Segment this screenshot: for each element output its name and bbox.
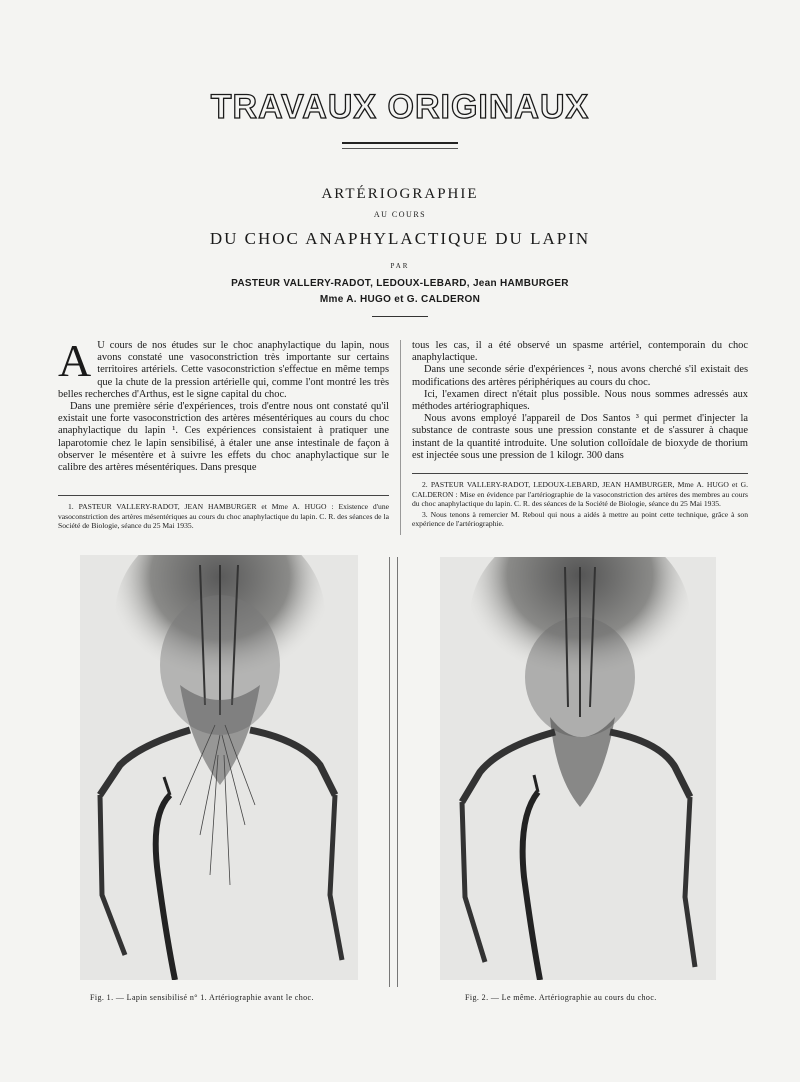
footnotes-right bbox=[412, 480, 748, 530]
footnote: 2. PASTEUR VALLERY-RADOT, LEDOUX-LEBARD, JEAN HAMBURGER, Mme A. HUGO et G. CALDERON : Mise en évidence par l'artériographie de la vasoconstriction des artères des membres au cours du choc anaphylactique du lapin. C. R. des séances de la Société de Biologie, séance du 25 Mai 1935. bbox=[412, 480, 748, 509]
column-divider bbox=[400, 340, 401, 535]
section-header: TRAVAUX ORIGINAUX bbox=[210, 88, 590, 126]
figure-1-radiograph bbox=[80, 555, 358, 980]
paragraph: U cours de nos études sur le choc anaphylactique du lapin, nous avons constaté une vasoconstriction très importante sur certains territoires artériels. Cette vasoconstriction s'effectue en même temps que la chute de la pression artérielle qui, comme l'ont montré les très belles recherches d'Arthus, est le signe capital du choc. bbox=[58, 340, 389, 400]
footnote-rule bbox=[58, 495, 389, 496]
figure-2-caption: Fig. 2. — Le même. Artériographie au cours du choc. bbox=[465, 993, 657, 1002]
figure-divider bbox=[397, 557, 398, 987]
paragraph: Nous avons employé l'appareil de Dos Santos ³ qui permet d'injecter la substance de contraste sous une pression constante et de s'assurer à chaque instant de la quantité introduite. Une solution colloïdale de bioxyde de thorium est injectée sous une pression de 1 kilogr. 300 dans bbox=[412, 413, 748, 461]
footnote: 1. PASTEUR VALLERY-RADOT, JEAN HAMBURGER et Mme A. HUGO : Existence d'une vasoconstriction des artères mésentériques au cours du choc anaphylactique du lapin. C. R. des séances de la Société de Biologie, séance du 25 Mai 1935. bbox=[58, 502, 389, 531]
footnote: 3. Nous tenons à remercier M. Reboul qui nous a aidés à mettre au point cette technique, grâce à son expérience de l'artériographie. bbox=[412, 509, 748, 529]
footnotes-left bbox=[58, 502, 389, 532]
body-column-left bbox=[58, 340, 389, 490]
figure-2-radiograph bbox=[440, 557, 716, 980]
byline-par: PAR bbox=[390, 262, 410, 270]
radiograph-image bbox=[440, 557, 716, 980]
body-column-right bbox=[412, 340, 748, 468]
paragraph: Dans une première série d'expériences, trois d'entre nous ont constaté qu'il existait une forte vasoconstriction des artères mésentériques au cours du choc anaphylactique du lapin ¹. Ces expériences consistaient à pratiquer une laparotomie chez le lapin sensibilisé, à étaler une anse intestinale de façon à observer le mésentère et à suivre les effets du choc anaphylactique sur le calibre des artères mésentériques. Dans presque bbox=[58, 401, 389, 474]
authors-line1: PASTEUR VALLERY-RADOT, LEDOUX-LEBARD, Jean HAMBURGER bbox=[231, 278, 569, 289]
article-title-line1: ARTÉRIOGRAPHIE bbox=[321, 186, 479, 202]
figure-divider bbox=[389, 557, 390, 987]
authors-line2: Mme A. HUGO et G. CALDERON bbox=[319, 294, 481, 305]
figure-1-caption: Fig. 1. — Lapin sensibilisé n° 1. Artériographie avant le choc. bbox=[90, 993, 314, 1002]
footnote-rule bbox=[412, 473, 748, 474]
authors-rule bbox=[372, 316, 428, 317]
paragraph: Ici, l'examen direct n'était plus possible. Nous nous sommes adressés aux méthodes artériographiques. bbox=[412, 388, 748, 413]
paragraph: tous les cas, il a été observé un spasme artériel, contemporain du choc anaphylactique. bbox=[412, 340, 748, 364]
article-title-line2: DU CHOC ANAPHYLACTIQUE DU LAPIN bbox=[209, 229, 591, 248]
drop-cap: A bbox=[58, 340, 92, 386]
header-rule bbox=[342, 142, 458, 144]
header-rule-thin bbox=[342, 148, 458, 149]
article-title-connector: AU COURS bbox=[373, 210, 427, 219]
paragraph: Dans une seconde série d'expériences ², nous avons cherché s'il existait des modifications des artères périphériques au cours du choc. bbox=[412, 364, 748, 388]
radiograph-image bbox=[80, 555, 358, 980]
